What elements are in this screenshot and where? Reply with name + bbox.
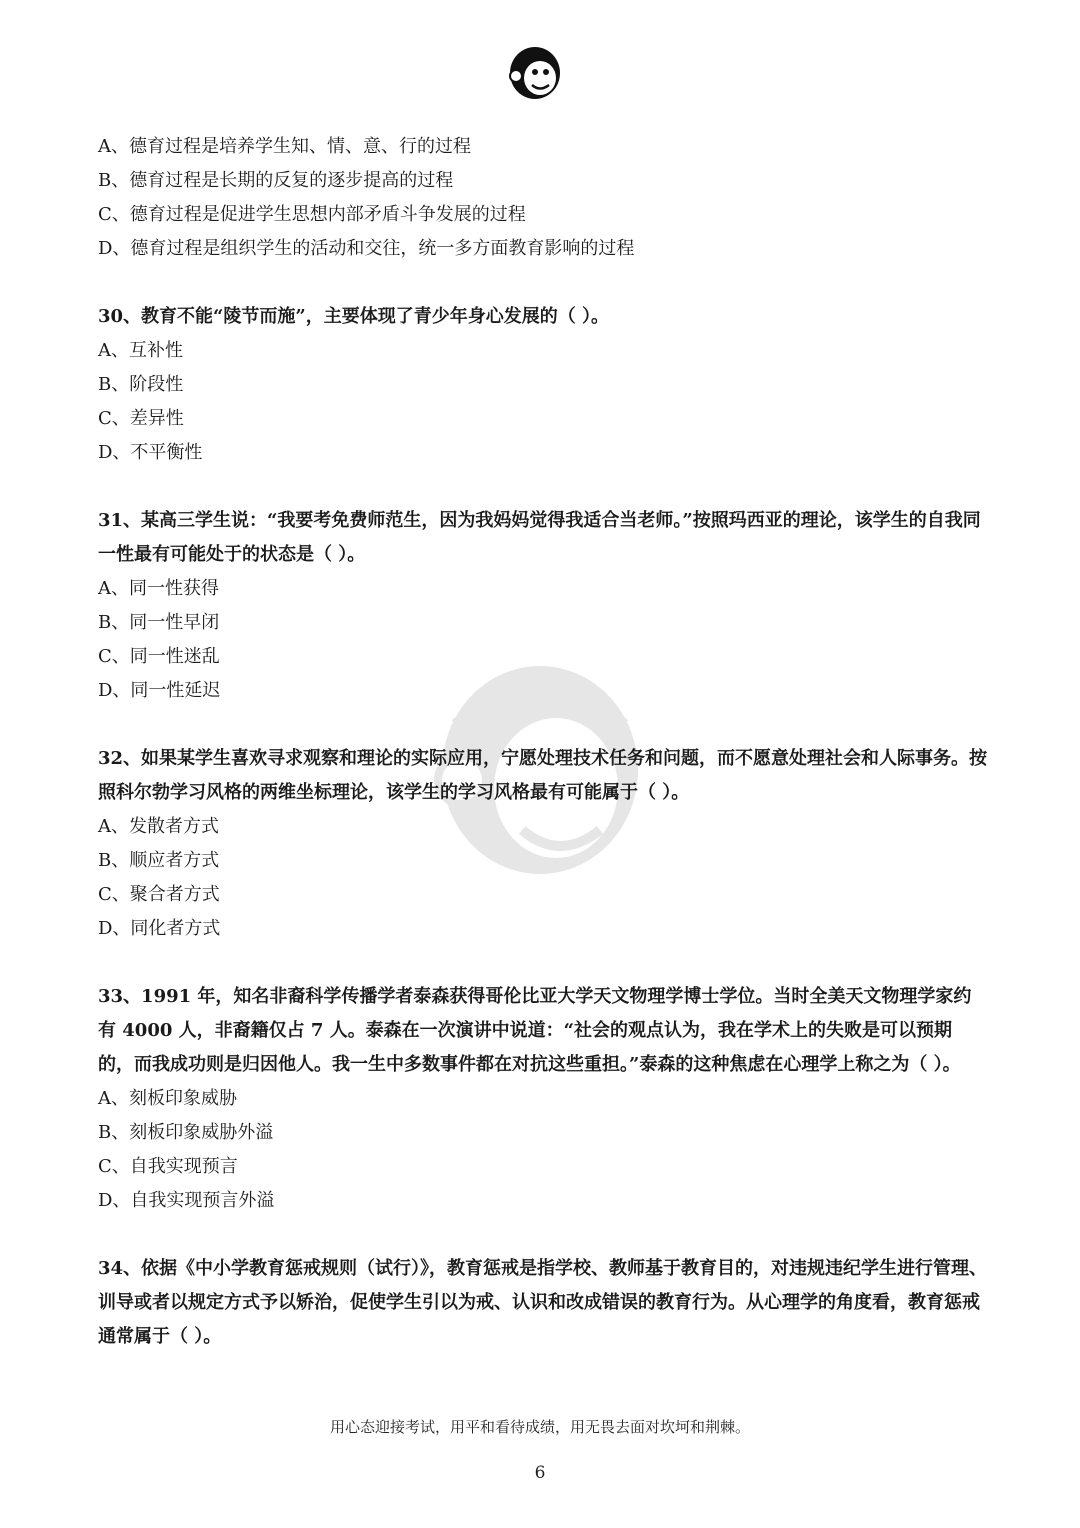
- question-stem: 34、依据《中小学教育惩戒规则（试行）》，教育惩戒是指学校、教师基于教育目的，对违规违纪学生进行管理、训导或者以规定方式予以矫治，促使学生引以为戒、认识和改成错误的教育行为。从心理学的角度看，教育惩戒通常属于（ ）。: [98, 1258, 988, 1347]
- monkey-mascot-icon: [506, 40, 564, 102]
- option-c: C、差异性: [98, 408, 184, 429]
- option-a: A、刻板印象威胁: [98, 1088, 237, 1109]
- question-30-block: [98, 300, 988, 470]
- option-d: D、不平衡性: [98, 442, 203, 463]
- option-b: B、同一性早闭: [98, 612, 220, 633]
- question-31-block: [98, 504, 988, 708]
- question-stem: 32、如果某学生喜欢寻求观察和理论的实际应用，宁愿处理技术任务和问题，而不愿意处理社会和人际事务。按照科尔勃学习风格的两维坐标理论，该学生的学习风格最有可能属于（ ）。: [98, 748, 988, 803]
- option-c: C、自我实现预言: [98, 1156, 238, 1177]
- question-stem: 30、教育不能“陵节而施”，主要体现了青少年身心发展的（ ）。: [98, 306, 610, 327]
- question-33-block: [98, 980, 988, 1218]
- question-stem: 33、1991 年，知名非裔科学传播学者泰森获得哥伦比亚大学天文物理学博士学位。当时全美天文物理学家约有 4000 人，非裔籍仅占 7 人。泰森在一次演讲中说道：“社会的观点认为，我在学术上的失败是可以预期的，而我成功则是归因他人。我一生中多数事件都在对抗这些重担。”泰森的这种焦虑在心理学上称之为（ ）。: [98, 986, 972, 1075]
- question-32-block: [98, 742, 988, 946]
- option-b: B、刻板印象威胁外溢: [98, 1122, 274, 1143]
- option-b: B、德育过程是长期的反复的逐步提高的过程: [98, 170, 454, 191]
- option-c: C、聚合者方式: [98, 884, 220, 905]
- option-c: C、德育过程是促进学生思想内部矛盾斗争发展的过程: [98, 204, 526, 225]
- question-34-block: [98, 1252, 988, 1354]
- page-number: 6: [534, 1463, 546, 1483]
- option-a: A、同一性获得: [98, 578, 219, 599]
- option-a: A、发散者方式: [98, 816, 219, 837]
- question-29-block: [98, 130, 988, 266]
- footer-motto: 用心态迎接考试，用平和看待成绩，用无畏去面对坎坷和荆棘。: [329, 1418, 750, 1436]
- option-a: A、互补性: [98, 340, 183, 361]
- option-d: D、自我实现预言外溢: [98, 1190, 275, 1211]
- option-a: A、德育过程是培养学生知、情、意、行的过程: [98, 136, 471, 157]
- option-b: B、阶段性: [98, 374, 184, 395]
- option-c: C、同一性迷乱: [98, 646, 220, 667]
- option-d: D、同化者方式: [98, 918, 221, 939]
- option-b: B、顺应者方式: [98, 850, 220, 871]
- question-stem: 31、某高三学生说：“我要考免费师范生，因为我妈妈觉得我适合当老师。”按照玛西亚的理论，该学生的自我同一性最有可能处于的状态是（ ）。: [98, 510, 981, 565]
- question-list: [98, 130, 988, 1388]
- option-d: D、德育过程是组织学生的活动和交往，统一多方面教育影响的过程: [98, 238, 635, 259]
- option-d: D、同一性延迟: [98, 680, 221, 701]
